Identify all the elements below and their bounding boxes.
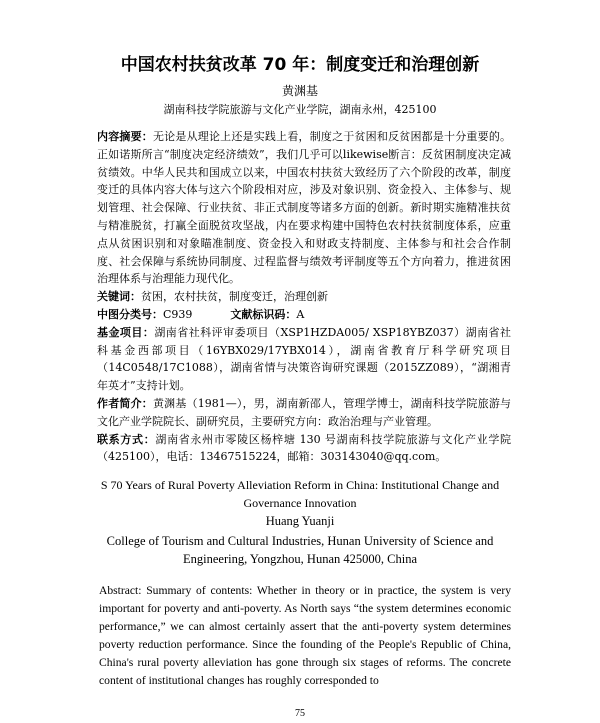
fund-text: 湖南省社科评审委项目（XSP1HZDA005/ XSP18YBZ037）湖南省社科基金西部项目（16YBX029/17YBX014），湖南省教育厅科学研究项目（14C0548/17C1088），湖南省情与决策咨询研究课题（2015ZZ089），“湖湘青年英才”支持计划。 <box>97 325 512 393</box>
chinese-abstract <box>97 128 511 288</box>
chinese-affiliation: 湖南科技学院旅游与文化产业学院，湖南永州，425100 <box>163 103 437 116</box>
fund-line <box>97 324 511 395</box>
chinese-title: 中国农村扶贫改革 70 年：制度变迁和治理创新 <box>120 55 480 75</box>
class-label: 中图分类号： <box>97 307 163 321</box>
english-abstract: Abstract: Summary of contents: Whether in theory or in practice, the system is very important for poverty and anti-poverty. As North says “the system determines economic performance,” we can almost certainly assert that the anti-poverty system determines poverty reduction performance. Since the founding of the People's Republic of China, China's rural poverty alleviation has gone through six stages of reforms. The concrete content of institutional changes has roughly corresponded to <box>99 584 511 687</box>
english-affiliation: College of Tourism and Cultural Industries, Hunan University of Science and Engineering, Yongzhou, Hunan 425000, China <box>106 534 494 566</box>
abstract-label: 内容摘要： <box>97 130 153 143</box>
chinese-author: 黄渊基 <box>281 84 318 98</box>
keywords-label: 关键词： <box>97 290 141 304</box>
english-title: S 70 Years of Rural Poverty Alleviation Reform in China: Institutional Change and Governance Innovation <box>100 478 500 510</box>
doc-code-value: A <box>296 307 305 321</box>
contact-label: 联系方式： <box>97 432 156 446</box>
fund-label: 基金项目： <box>97 325 155 339</box>
bio-label: 作者简介： <box>97 396 153 410</box>
keywords-text: 贫困，农村扶贫，制度变迁，治理创新 <box>141 290 328 304</box>
classification-line <box>97 306 511 324</box>
contact-line <box>97 431 511 467</box>
class-value: C939 <box>163 307 193 321</box>
contact-text: 湖南省永州市零陵区杨梓塘 130 号湖南科技学院旅游与文化产业学院（425100），电话：13467515224，邮箱：303143040@qq.com。 <box>97 432 511 464</box>
english-author: Huang Yuanji <box>265 514 335 528</box>
author-bio <box>97 395 511 431</box>
chinese-front-matter <box>97 128 511 466</box>
abstract-text: 无论是从理论上还是实践上看，制度之于贫困和反贫困都是十分重要的。正如诺斯所言“制度决定经济绩效”，我们几乎可以likewise断言：反贫困制度决定减贫绩效。中华人民共和国成立以来，中国农村扶贫大致经历了六个阶段的改革，制度变迁的具体内容大体与这六个阶段相对应，涉及对象识别、资金投入、主体参与、规划管理、社会保障、行业扶贫、非正式制度等诸多方面的创新。新时期实施精准扶贫与精准脱贫，打赢全面脱贫攻坚战，内在要求构建中国特色农村扶贫制度体系，应重点从贫困识别和对象瞄准制度、资金投入和财政支持制度、主体参与和社会合作制度、社会保障与系统协同制度、过程监督与绩效考评制度等五个方向着力，推进贫困治理体系与治理能力现代化。 <box>97 130 512 286</box>
doc-code-label: 文献标识码： <box>230 307 297 321</box>
bio-text: 黄渊基（1981—），男，湖南新邵人，管理学博士，湖南科技学院旅游与文化产业学院院长、副研究员，主要研究方向：政治治理与产业管理。 <box>97 396 512 428</box>
keywords-line <box>97 288 511 306</box>
page-number: 75 <box>295 708 305 719</box>
